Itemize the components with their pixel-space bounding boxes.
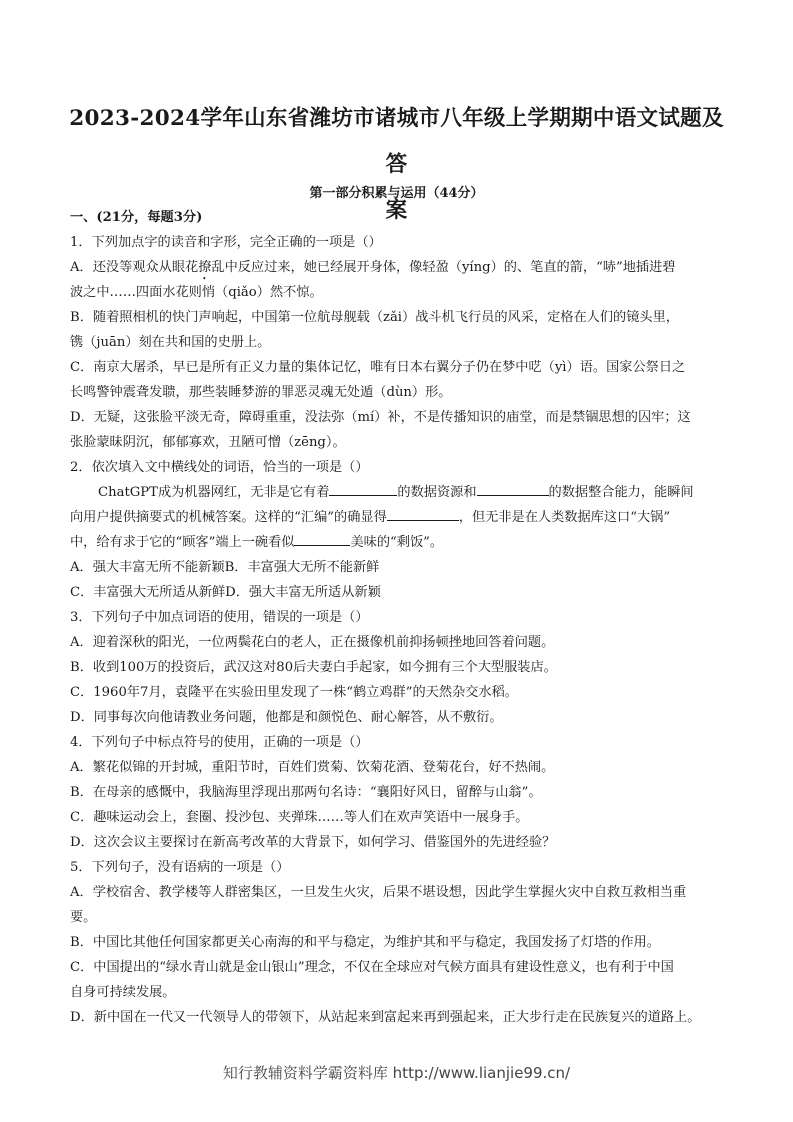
question-5-option-b: B．中国比其他任何国家都更关心南海的和平与稳定，为维护其和平与稳定，我国发扬了灯塔的作用。 — [70, 935, 660, 950]
question-1-option-b: B．随着照相机的快门声响起，中国第一位航母舰载（zǎi）战斗机飞行员的风采，定格在人们的镜头里， — [70, 310, 679, 325]
question-1-option-c: C．南京大屠杀，早已是所有正义力量的集体记忆，唯有日本右翼分子仍在梦中呓（yì）语。国家公祭日之 — [70, 360, 686, 375]
question-5-option-a-cont: 要。 — [70, 910, 97, 925]
fill-blank — [329, 481, 397, 496]
footer-watermark: 知行教辅资料学霸资料库 http://www.lianjie99.cn/ — [222, 1064, 571, 1082]
fill-blank — [477, 481, 549, 496]
question-1-option-c-cont: 长鸣警钟震聋发聩，那些装睡梦游的罪恶灵魂无处遁（dùn）形。 — [70, 385, 452, 400]
passage-text: 美味的“剩饭”。 — [350, 535, 444, 550]
emphasized-char: 撩 — [198, 260, 212, 275]
question-3-option-a: A．迎着深秋的阳光，一位两鬓花白的老人，正在摄像机前抑扬顿挫地回答着问题。 — [70, 635, 555, 650]
question-2-stem: 2．依次填入文中横线处的词语，恰当的一项是（） — [70, 460, 369, 475]
passage-text: 的数据整合能力，能瞬间 — [548, 485, 694, 500]
question-4-stem: 4．下列句子中标点符号的使用，正确的一项是（） — [70, 735, 369, 750]
option-text: 乱中反应过来，她已经展开身体，像轻盈（yíng）的、笔直的箭，“哧”地插进碧 — [211, 260, 676, 275]
question-1-option-b-cont: 镌（juān）刻在共和国的史册上。 — [70, 335, 271, 350]
question-2-options-cd: C．丰富强大无所适从新鲜D．强大丰富无所适从新颖 — [70, 585, 381, 600]
question-2-passage-line-3 — [70, 530, 726, 555]
title-line-2: 案 — [385, 198, 408, 223]
question-1-option-a — [70, 255, 726, 280]
passage-text: ChatGPT成为机器网红，无非是它有着 — [98, 485, 330, 500]
question-3-option-b: B．收到100万的投资后，武汉这对80后夫妻白手起家，如今拥有三个大型服装店。 — [70, 660, 557, 675]
question-1-option-d: D．无疑，这张脸平淡无奇，障碍重重，没法弥（mí）补，不是传播知识的庙堂，而是禁锢思想的囚牢；这 — [70, 410, 691, 425]
passage-text: 的数据资源和 — [397, 485, 477, 500]
question-3-stem: 3．下列句子中加点词语的使用，错误的一项是（） — [70, 610, 369, 625]
part-heading: 第一部分积累与运用（44分） — [309, 186, 484, 201]
question-4-option-a: A．繁花似锦的开封城，重阳节时，百姓们赏菊、饮菊花酒、登菊花台，好不热闹。 — [70, 760, 555, 775]
fill-blank — [294, 531, 350, 546]
question-3-option-c: C．1960年7月，袁隆平在实验田里发现了一株“鹤立鸡群”的天然杂交水稻。 — [70, 685, 518, 700]
question-3-option-d: D．同事每次向他请教业务问题，他都是和颜悦色、耐心解答，从不敷衍。 — [70, 710, 503, 725]
question-4-option-b: B．在母亲的感慨中，我脑海里浮现出那两句名诗：“襄阳好风日，留醉与山翁”。 — [70, 785, 542, 800]
question-2-passage-line-1 — [70, 480, 726, 505]
question-4-option-c: C．趣味运动会上，套圈、投沙包、夹弹珠……等人们在欢声笑语中一展身手。 — [70, 810, 529, 825]
question-1-option-d-cont: 张脸蒙昧阴沉，郁郁寡欢，丑陋可憎（zēng）。 — [70, 435, 346, 450]
title-line-1: 2023-2024学年山东省潍坊市诸城市八年级上学期期中语文试题及答 — [69, 106, 724, 177]
passage-text: ，但无非是在人类数据库这口“大锅” — [458, 510, 671, 525]
question-1-stem: 1．下列加点字的读音和字形，完全正确的一项是（） — [70, 235, 382, 250]
question-5-stem: 5．下列句子，没有语病的一项是（） — [70, 860, 290, 875]
passage-text: 中，给有求于它的“顾客”端上一碗看似 — [70, 535, 295, 550]
passage-text: 向用户提供摘要式的机械答案。这样的“汇编”的确显得 — [70, 510, 387, 525]
question-2-options-ab: A．强大丰富无所不能新颖B．丰富强大无所不能新鲜 — [70, 560, 380, 575]
fill-blank — [387, 506, 459, 521]
question-2-passage-line-2 — [70, 505, 726, 530]
question-5-option-a: A．学校宿舍、教学楼等人群密集区，一旦发生火灾，后果不堪设想，因此学生掌握火灾中自救互救相当重 — [70, 885, 687, 900]
question-5-option-c-cont: 自身可持续发展。 — [70, 985, 176, 1000]
section-heading: 一、(21分，每题3分) — [70, 210, 203, 225]
option-text: A．还没等观众从眼花 — [70, 260, 199, 275]
question-1-option-a-cont: 波之中……四面水花则悄（qiǎo）然不惊。 — [70, 285, 323, 300]
question-5-option-d: D．新中国在一代又一代领导人的带领下，从站起来到富起来再到强起来，正大步行走在民族复兴的道路上。 — [70, 1010, 701, 1025]
question-4-option-d: D．这次会议主要探讨在新高考改革的大背景下，如何学习、借鉴国外的先进经验？ — [70, 835, 556, 850]
document-body — [70, 205, 726, 1030]
question-5-option-c: C．中国提出的“绿水青山就是金山银山”理念，不仅在全球应对气候方面具有建设性意义，也有利于中国 — [70, 960, 674, 975]
